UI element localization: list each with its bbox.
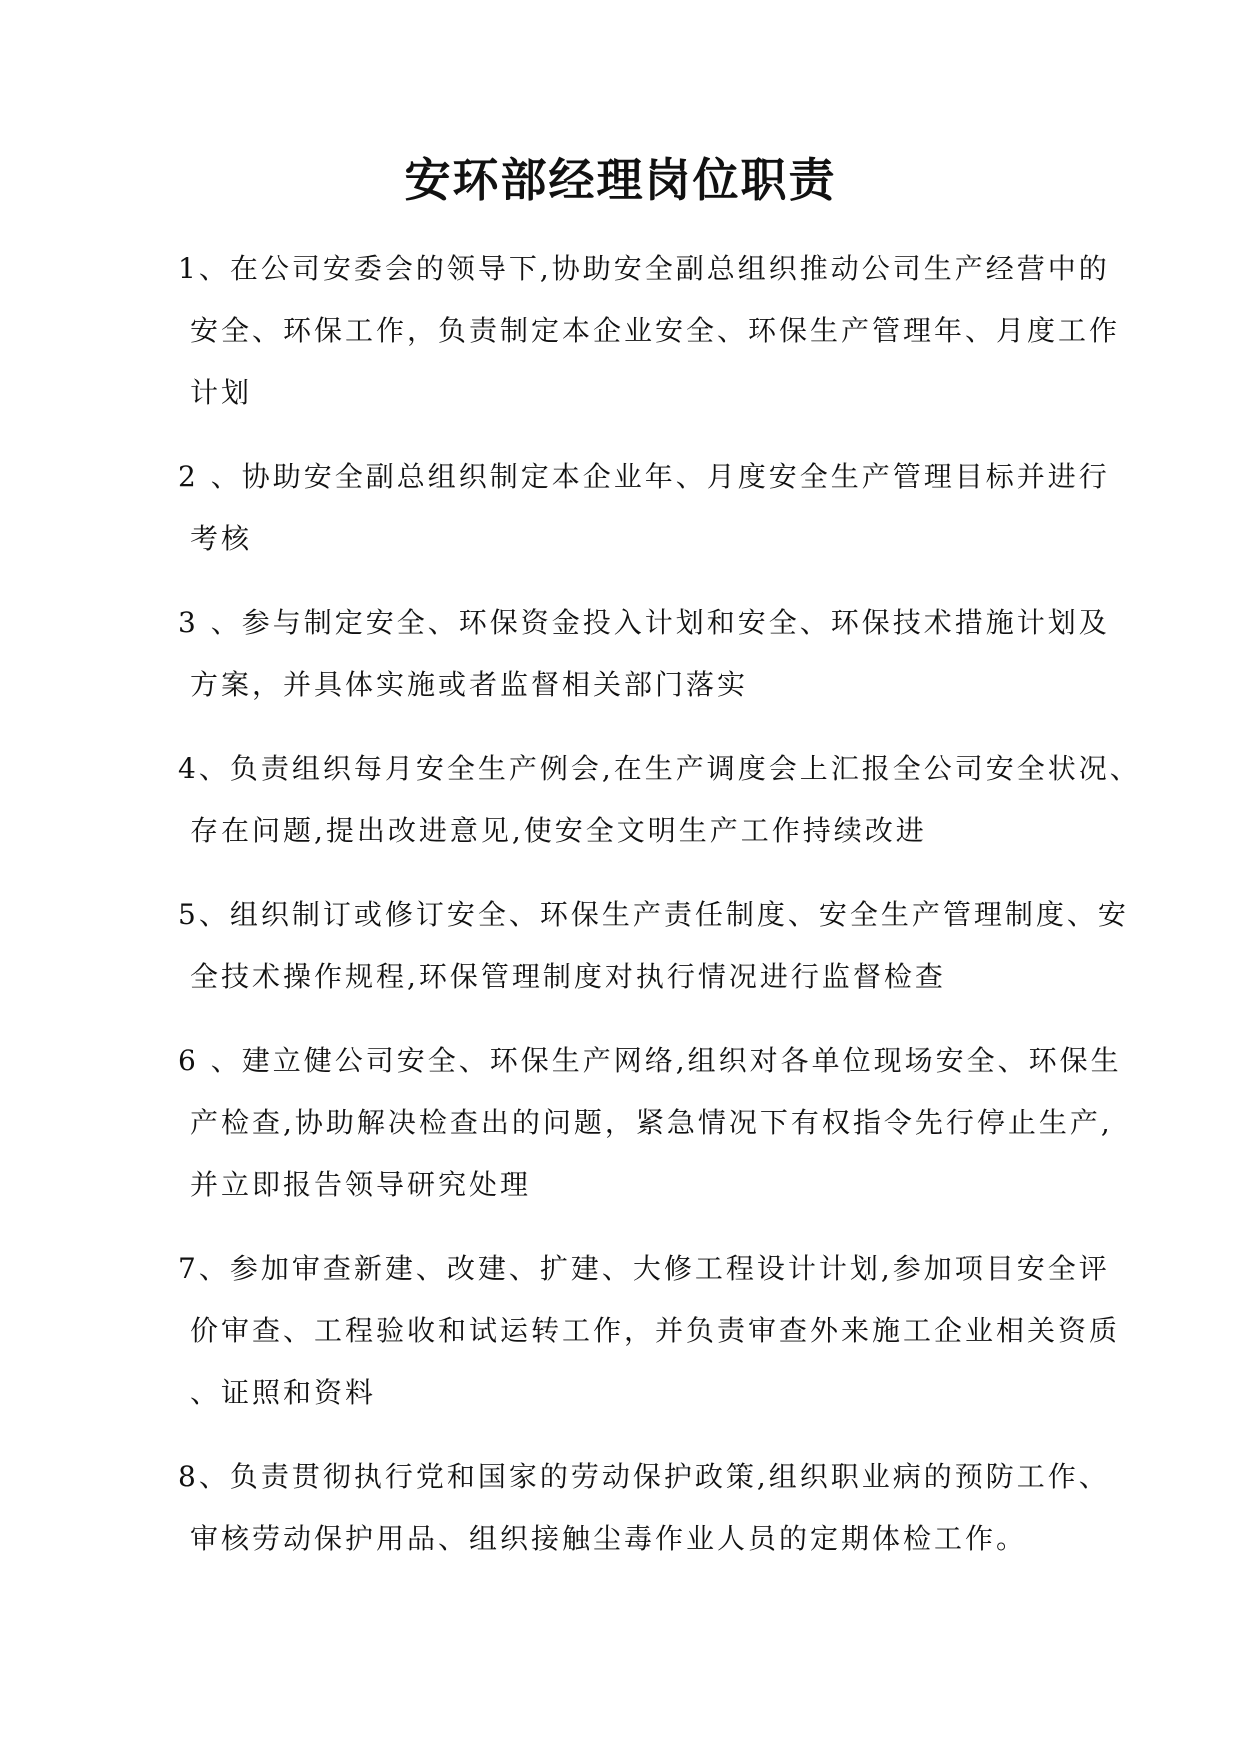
duty-list: [178, 238, 1141, 1592]
duty-item-line: 方案，并具体实施或者监督相关部门落实: [190, 668, 749, 701]
duty-item-line: 存在问题,提出改进意见,使安全文明生产工作持续改进: [190, 814, 927, 847]
duty-item-line: 5、组织制订或修订安全、环保生产责任制度、安全生产管理制度、安: [178, 898, 1129, 931]
duty-item-3: [178, 592, 1110, 716]
duty-item-line: 2 、协助安全副总组织制定本企业年、月度安全生产管理目标并进行: [178, 460, 1110, 493]
duty-item-line: 考核: [190, 522, 253, 555]
duty-item-line: 安全、环保工作，负责制定本企业安全、环保生产管理年、月度工作: [190, 314, 1121, 347]
duty-item-line: 、证照和资料: [190, 1376, 377, 1409]
duty-item-line: 7、参加审查新建、改建、扩建、大修工程设计计划,参加项目安全评: [178, 1252, 1110, 1285]
duty-item-7: [178, 1238, 1121, 1424]
duty-item-line: 审核劳动保护用品、组织接触尘毒作业人员的定期体检工作。: [190, 1522, 1028, 1555]
duty-item-2: [178, 446, 1110, 570]
duty-item-line: 全技术操作规程,环保管理制度对执行情况进行监督检查: [190, 960, 946, 993]
duty-item-5: [178, 884, 1129, 1008]
duty-item-8: [178, 1446, 1110, 1570]
document-title: 安环部经理岗位职责: [404, 153, 837, 207]
duty-item-line: 1、在公司安委会的领导下,协助安全副总组织推动公司生产经营中的: [178, 252, 1110, 285]
duty-item-line: 8、负责贯彻执行党和国家的劳动保护政策,组织职业病的预防工作、: [178, 1460, 1110, 1493]
duty-item-line: 4、负责组织每月安全生产例会,在生产调度会上汇报全公司安全状况、: [178, 752, 1141, 785]
duty-item-line: 计划: [190, 376, 253, 409]
duty-item-6: [178, 1030, 1122, 1216]
duty-item-1: [178, 238, 1121, 424]
duty-item-line: 3 、参与制定安全、环保资金投入计划和安全、环保技术措施计划及: [178, 606, 1110, 639]
duty-item-line: 并立即报告领导研究处理: [190, 1168, 532, 1201]
duty-item-4: [178, 738, 1141, 862]
duty-item-line: 产检查,协助解决检查出的问题，紧急情况下有权指令先行停止生产,: [190, 1106, 1113, 1139]
duty-item-line: 价审查、工程验收和试运转工作，并负责审查外来施工企业相关资质: [190, 1314, 1121, 1347]
duty-item-line: 6 、建立健公司安全、环保生产网络,组织对各单位现场安全、环保生: [178, 1044, 1122, 1077]
